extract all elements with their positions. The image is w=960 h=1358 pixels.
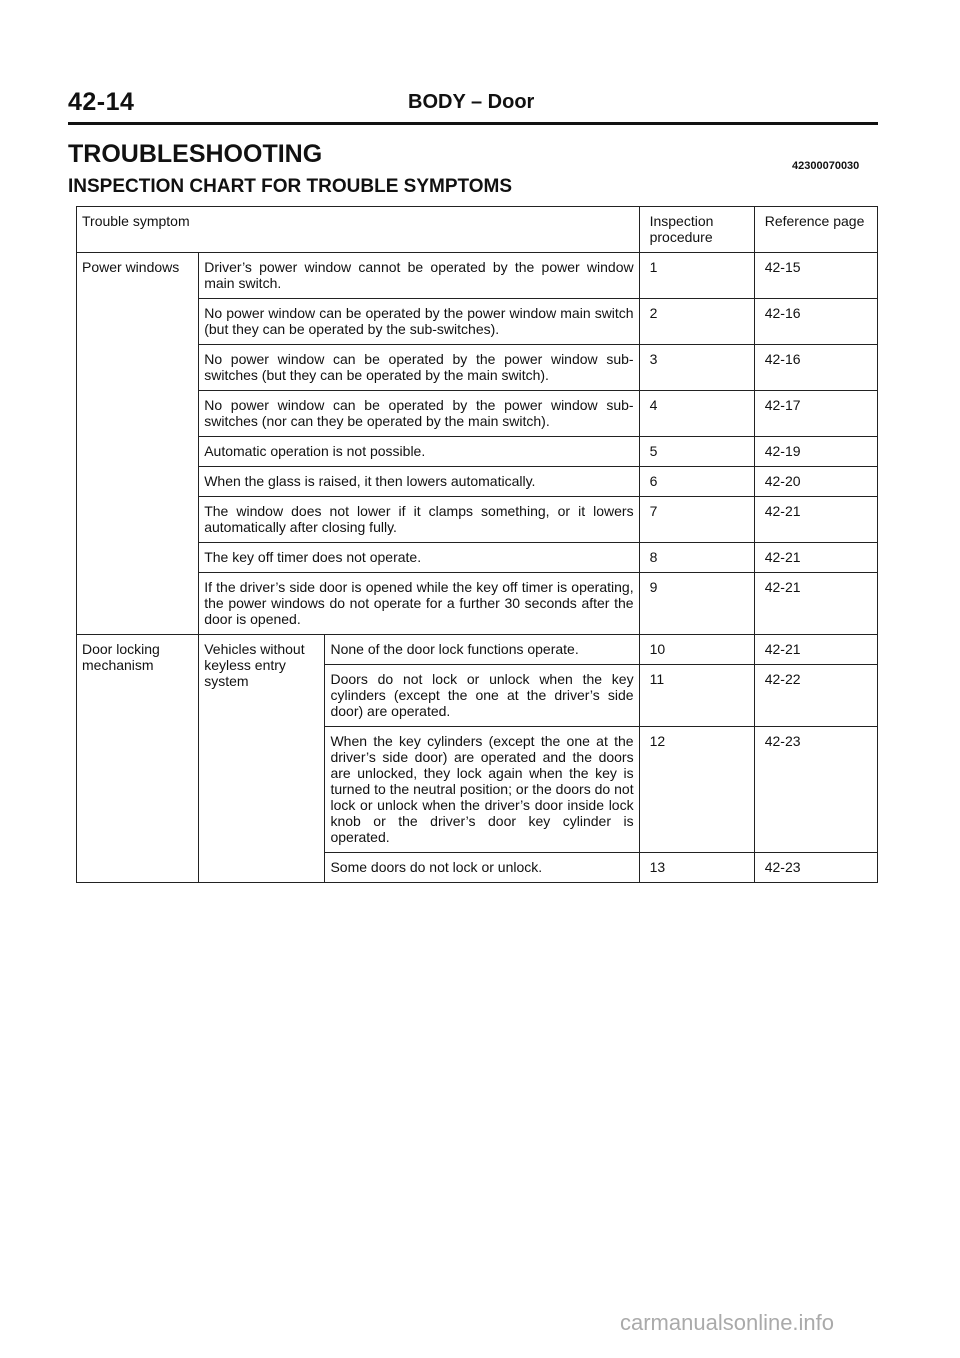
- procedure-cell: 2: [639, 299, 754, 345]
- reference-cell: 42-20: [754, 467, 877, 497]
- procedure-cell: 13: [639, 853, 754, 883]
- symptom-cell: The key off timer does not operate.: [199, 543, 639, 573]
- symptom-cell: If the driver’s side door is opened while the key off timer is operating, the power windows do not operate for a further 30 seconds after the door is opened.: [199, 573, 639, 635]
- table-row: [77, 635, 878, 665]
- reference-cell: 42-16: [754, 345, 877, 391]
- inspection-chart: [76, 206, 878, 883]
- procedure-cell: 6: [639, 467, 754, 497]
- procedure-cell: 7: [639, 497, 754, 543]
- symptom-cell: Some doors do not lock or unlock.: [325, 853, 639, 883]
- chart-subtitle: INSPECTION CHART FOR TROUBLE SYMPTOMS: [68, 176, 513, 197]
- page-title: TROUBLESHOOTING: [68, 140, 323, 168]
- symptom-cell: Driver’s power window cannot be operated by the power window main switch.: [199, 253, 639, 299]
- reference-cell: 42-15: [754, 253, 877, 299]
- procedure-cell: 1: [639, 253, 754, 299]
- reference-cell: 42-17: [754, 391, 877, 437]
- page-number: 42-14: [68, 88, 135, 116]
- procedure-cell: 3: [639, 345, 754, 391]
- document-code: 42300070030: [792, 160, 860, 172]
- table-header-row: [77, 207, 878, 253]
- procedure-cell: 11: [639, 665, 754, 727]
- header-procedure: Inspection procedure: [639, 207, 754, 253]
- section-title: BODY – Door: [408, 91, 535, 113]
- reference-cell: 42-21: [754, 635, 877, 665]
- symptom-cell: No power window can be operated by the power window sub-switches (nor can they be operated by the main switch).: [199, 391, 639, 437]
- procedure-cell: 10: [639, 635, 754, 665]
- header-symptom: Trouble symptom: [77, 207, 640, 253]
- reference-cell: 42-21: [754, 497, 877, 543]
- header-reference: Reference page: [754, 207, 877, 253]
- reference-cell: 42-23: [754, 727, 877, 853]
- symptom-cell: None of the door lock functions operate.: [325, 635, 639, 665]
- symptom-cell: When the glass is raised, it then lowers automatically.: [199, 467, 639, 497]
- reference-cell: 42-19: [754, 437, 877, 467]
- reference-cell: 42-21: [754, 573, 877, 635]
- procedure-cell: 5: [639, 437, 754, 467]
- category-power-windows: Power windows: [77, 253, 199, 635]
- watermark: carmanualsonline.info: [620, 1310, 835, 1335]
- header-rule: [68, 122, 878, 125]
- reference-cell: 42-16: [754, 299, 877, 345]
- symptom-cell: Automatic operation is not possible.: [199, 437, 639, 467]
- symptom-cell: No power window can be operated by the power window main switch (but they can be operated by the sub-switches).: [199, 299, 639, 345]
- table-row: [77, 253, 878, 299]
- procedure-cell: 12: [639, 727, 754, 853]
- symptom-cell: No power window can be operated by the power window sub-switches (but they can be operated by the main switch).: [199, 345, 639, 391]
- symptom-cell: When the key cylinders (except the one at the driver’s side door) are operated and the doors are unlocked, they lock again when the key is turned to the neutral position; or the doors do not lock or unlock when the driver’s door inside lock knob or the driver’s door key cylinder is operated.: [325, 727, 639, 853]
- reference-cell: 42-23: [754, 853, 877, 883]
- procedure-cell: 9: [639, 573, 754, 635]
- subcategory-no-keyless: Vehicles without keyless entry system: [199, 635, 325, 883]
- reference-cell: 42-22: [754, 665, 877, 727]
- reference-cell: 42-21: [754, 543, 877, 573]
- symptom-cell: The window does not lower if it clamps something, or it lowers automatically after closing fully.: [199, 497, 639, 543]
- procedure-cell: 8: [639, 543, 754, 573]
- category-door-locking: Door locking mechanism: [77, 635, 199, 883]
- symptom-cell: Doors do not lock or unlock when the key cylinders (except the one at the driver’s side door) are operated.: [325, 665, 639, 727]
- procedure-cell: 4: [639, 391, 754, 437]
